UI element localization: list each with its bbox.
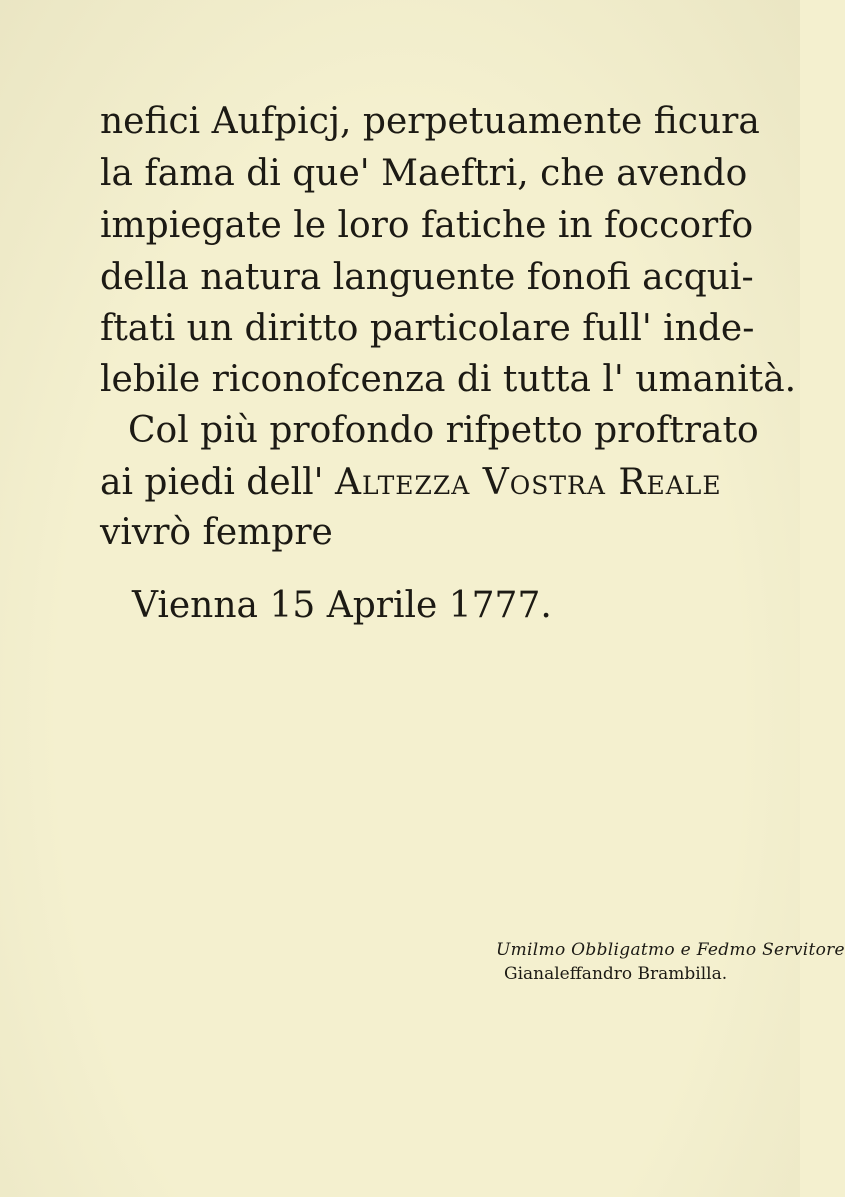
royal-title: Altezza Vostra Reale <box>335 462 722 503</box>
text-line-6: lebile riconofcenza di tutta l' umanità. <box>100 359 797 400</box>
signature-salutation: Umilmo Obbligatmo e Fedmo Servitore <box>496 940 845 960</box>
text-line-4: della natura languente fonofi acqui- <box>100 257 754 298</box>
text-line-1: nefici Aufpicj, perpetuamente ficura <box>100 101 760 142</box>
text-line-7: Col più profondo rifpetto proftrato <box>128 410 759 451</box>
text-line-8-start: ai piedi dell' <box>100 462 324 503</box>
text-line-5: ftati un diritto particolare full' inde- <box>100 308 755 349</box>
dateline: Vienna 15 Aprile 1777. <box>132 585 552 626</box>
text-line-8 <box>100 462 722 503</box>
text-line-9: vivrò fempre <box>100 512 333 553</box>
text-line-3: impiegate le loro fatiche in foccorfo <box>100 205 754 246</box>
signature-name: Gianaleffandro Brambilla. <box>504 964 728 984</box>
text-line-2: la fama di que' Maeftri, che avendo <box>100 153 748 194</box>
signature-block <box>496 940 845 984</box>
